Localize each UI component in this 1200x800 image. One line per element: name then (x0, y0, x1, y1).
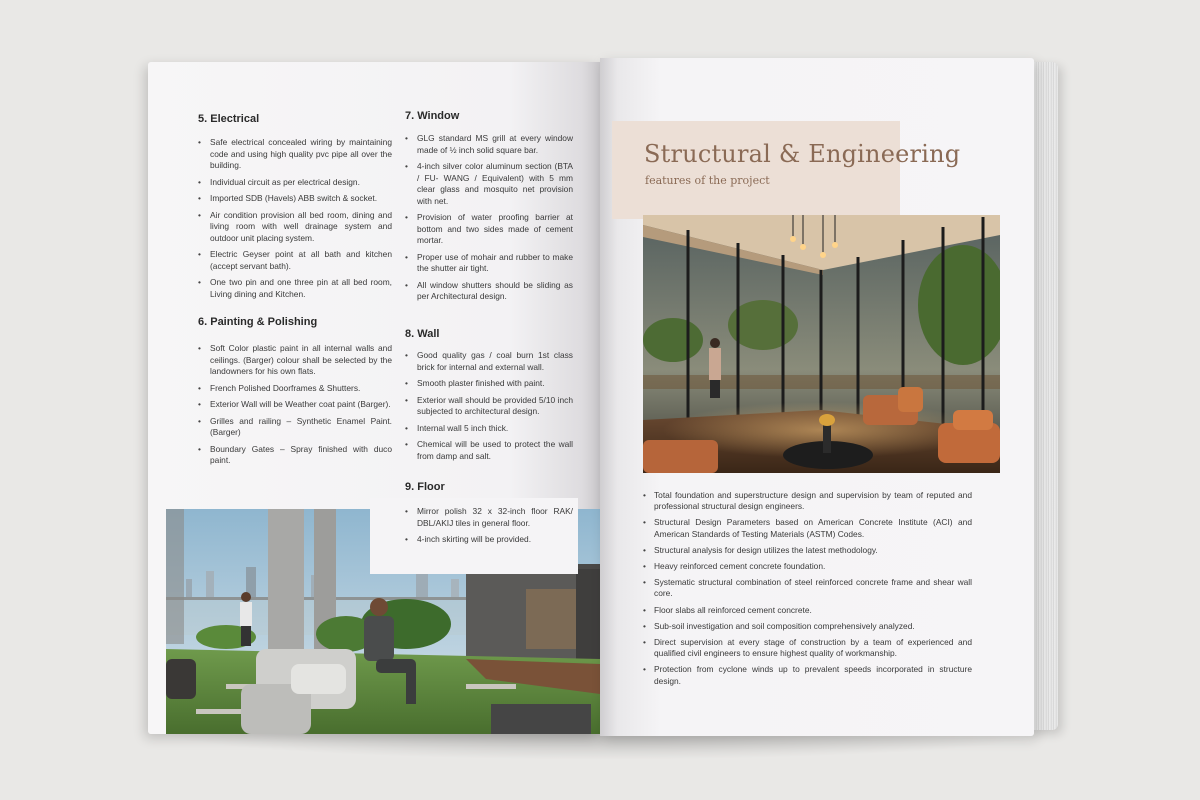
section-title-wall: 8. Wall (405, 328, 440, 340)
wall-list (403, 350, 573, 467)
list-item: • Exterior wall should be provided 5/10 inch subjected to architectural design. (403, 395, 573, 418)
list-item: • Good quality gas / coal burn 1st class brick for internal and external wall. (403, 350, 573, 373)
list-item: • 4-inch skirting will be provided. (403, 534, 573, 546)
list-item: • Mirror polish 32 x 32-inch floor RAK/ DBL/AKIJ tiles in general floor. (403, 506, 573, 529)
section-title-floor: 9. Floor (405, 481, 445, 493)
section-title-electrical: 5. Electrical (198, 113, 260, 125)
list-item: • French Polished Doorframes & Shutters. (196, 383, 392, 395)
list-item: • Heavy reinforced cement concrete foundation. (640, 561, 972, 572)
section-title-painting: 6. Painting & Polishing (198, 316, 318, 328)
list-item: • GLG standard MS grill at every window made of ½ inch solid square bar. (403, 133, 573, 156)
right-page (600, 58, 1034, 736)
list-item: • Structural analysis for design utilizes the latest methodology. (640, 545, 972, 556)
list-item: • Internal wall 5 inch thick. (403, 423, 573, 435)
list-item: • Imported SDB (Havels) ABB switch & socket. (196, 193, 392, 205)
list-item: • Chemical will be used to protect the wall from damp and salt. (403, 439, 573, 462)
list-item: • Boundary Gates – Spray finished with duco paint. (196, 444, 392, 467)
list-item: • Grilles and railing – Synthetic Enamel Paint. (Barger) (196, 416, 392, 439)
list-item: • Proper use of mohair and rubber to make the shutter air tight. (403, 252, 573, 275)
electrical-list (196, 137, 392, 305)
list-item: • Systematic structural combination of steel reinforced concrete frame and shear wall core. (640, 577, 972, 599)
section-title-window: 7. Window (405, 110, 460, 122)
list-item: • Total foundation and superstructure design and supervision by team of reputed and professional structural design engineers. (640, 490, 972, 512)
title-box (612, 121, 900, 219)
floor-list (403, 506, 573, 551)
painting-list (196, 343, 392, 472)
left-page (148, 62, 600, 734)
list-item: • Soft Color plastic paint in all internal walls and ceilings. (Barger) colour shall be selected by the landowners for his own flats. (196, 343, 392, 378)
list-item: • Structural Design Parameters based on American Concrete Institute (ACI) and American Standards of Testing Materials (ASTM) Codes. (640, 517, 972, 539)
list-item: • One two pin and one three pin at all bed room, Living dining and Kitchen. (196, 277, 392, 300)
page-subtitle: features of the project (645, 174, 770, 187)
list-item: • Floor slabs all reinforced cement concrete. (640, 605, 972, 616)
list-item: • Direct supervision at every stage of construction by a team of experienced and qualified civil engineers to ensure highest quality of workmanship. (640, 637, 972, 659)
list-item: • Individual circuit as per electrical design. (196, 177, 392, 189)
list-item: • Provision of water proofing barrier at bottom and two sides made of cement mortar. (403, 212, 573, 247)
structural-features-list (640, 490, 972, 692)
list-item: • Sub-soil investigation and soil composition comprehensively analyzed. (640, 621, 972, 632)
list-item: • Protection from cyclone winds up to prevalent speeds incorporated in structure design. (640, 664, 972, 686)
page-title: Structural & Engineering (644, 140, 961, 168)
list-item: • Electric Geyser point at all bath and kitchen (accept servant bath). (196, 249, 392, 272)
window-list (403, 133, 573, 308)
list-item: • Safe electrical concealed wiring by maintaining code and using high quality pvc pipe all over the building. (196, 137, 392, 172)
list-item: • Air condition provision all bed room, dining and living room with well drainage system and outdoor unit placing system. (196, 210, 392, 245)
list-item: • Smooth plaster finished with paint. (403, 378, 573, 390)
interior-lounge-photo (643, 215, 1000, 473)
list-item: • All window shutters should be sliding as per Architectural design. (403, 280, 573, 303)
list-item: • Exterior Wall will be Weather coat paint (Barger). (196, 399, 392, 411)
list-item: • 4-inch silver color aluminum section (BTA / FU- WANG / Equivalent) with 5 mm clear glass and mosquito net provision with net. (403, 161, 573, 207)
